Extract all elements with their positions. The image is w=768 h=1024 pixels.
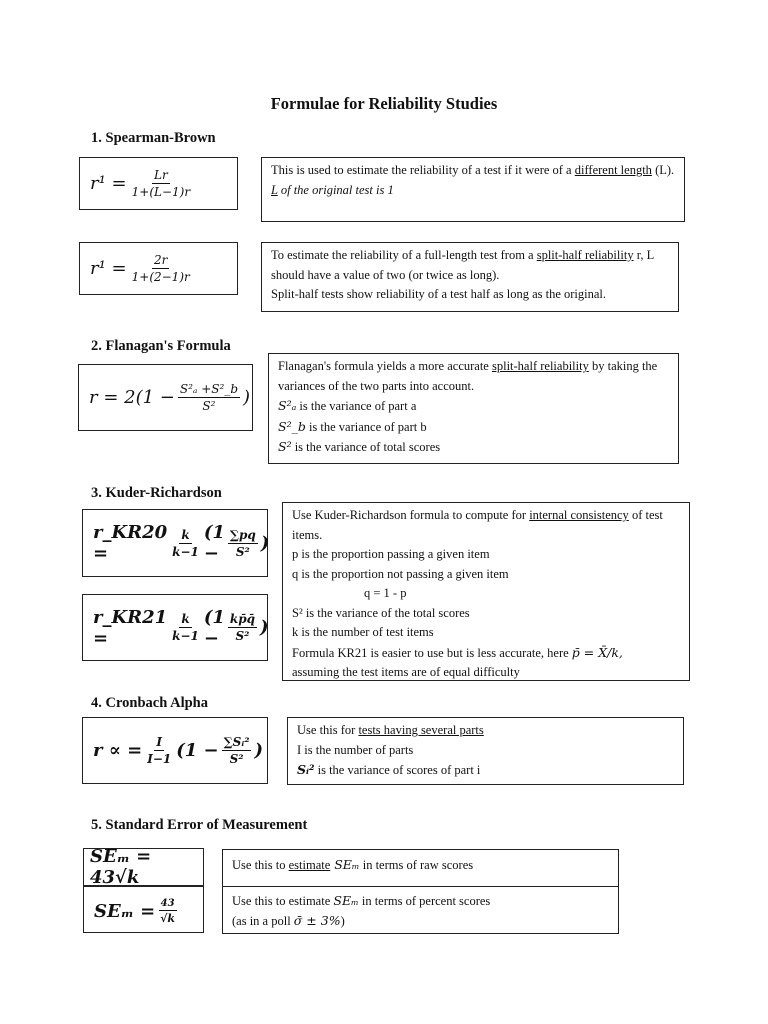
fraction-denominator: S² (235, 629, 250, 643)
fraction-denominator: k−1 (172, 544, 199, 559)
desc-text: I is the number of parts (297, 742, 414, 757)
desc-text: of test items. (292, 508, 663, 542)
desc-text: (L). (651, 163, 675, 177)
desc-text: Formula KR21 is easier to use but is less accurate, here (292, 645, 572, 660)
formula-lhs: r ∝ = (93, 740, 143, 761)
formula-fraction (170, 612, 201, 643)
fraction-numerator: 2r (154, 253, 168, 267)
desc-symbol: σ̄ ± 3% (293, 913, 341, 928)
formula-lhs: SEₘ = (94, 900, 156, 922)
desc-underlined: split-half reliability (536, 248, 634, 262)
desc-text: r, L should have a value of two (or twice as long). (271, 248, 654, 282)
formula-lhs: r¹ = (90, 173, 127, 194)
formula-fraction (158, 898, 177, 925)
section-heading-cronbach-alpha: 4. Cronbach Alpha (91, 695, 208, 711)
desc-text: Use this for (297, 723, 359, 737)
formula-middle: (1 − (203, 606, 225, 649)
formula-fraction (130, 253, 192, 284)
fraction-numerator: k (181, 612, 190, 626)
desc-underlined: estimate (288, 858, 331, 872)
desc-text: of the original test is 1 (277, 182, 394, 197)
sem-formula-group (83, 848, 204, 933)
formula-text: SEₘ = 43√k (90, 846, 152, 888)
fraction-numerator: ∑Sᵢ² (223, 735, 250, 749)
fraction-numerator: k (181, 527, 190, 542)
section-heading-flanagan: 2. Flanagan's Formula (91, 338, 231, 354)
sem-raw-formula (84, 846, 203, 888)
desc-underlined: split-half reliability (491, 359, 589, 373)
formula-lhs: r_KR21 = (93, 606, 168, 649)
section-heading-spearman-brown: 1. Spearman-Brown (91, 130, 216, 146)
fraction-denominator: √k (160, 911, 176, 925)
desc-text: S² is the variance of the total scores (292, 605, 470, 620)
desc-underlined: different length (574, 163, 652, 177)
formula-lhs: r_KR20 = (93, 522, 168, 564)
cronbach-alpha-formula (82, 717, 268, 784)
kr21-formula (82, 594, 268, 661)
fraction-numerator: 43 (160, 897, 175, 909)
desc-text: Flanagan's formula yields a more accurate (278, 359, 492, 373)
desc-text: Use Kuder-Richardson formula to compute for (292, 508, 530, 522)
flanagan-formula (78, 364, 253, 431)
split-half-description (261, 242, 679, 312)
fraction-denominator: S² (235, 544, 250, 559)
desc-text: Use this to estimate (232, 894, 334, 908)
sem-raw-description (223, 850, 618, 887)
desc-symbol: p̄ = X̄/k, (571, 644, 623, 660)
sem-percent-description (223, 888, 618, 933)
formula-fraction (130, 168, 192, 199)
desc-symbol: SEₘ (330, 857, 360, 872)
formula-close: ) (243, 387, 251, 408)
desc-text: q = 1 - p (364, 586, 407, 600)
formula-fraction (228, 612, 257, 643)
flanagan-description (268, 353, 679, 464)
desc-text: Use this to (232, 858, 289, 872)
desc-text: This is used to estimate the reliability of a test if it were of a (271, 163, 575, 177)
desc-text: by taking the variances of the two parts into account. (278, 359, 658, 393)
fraction-numerator: kp̄q̄ (229, 612, 256, 626)
formula-fraction (222, 735, 252, 766)
desc-text: (as in a poll (232, 914, 294, 928)
formula-fraction (170, 528, 201, 559)
desc-text: k is the number of test items (292, 625, 434, 639)
desc-text: in terms of percent scores (358, 894, 491, 908)
fraction-numerator: S²ₐ +S²_b (179, 382, 238, 396)
desc-text: is the variance of part a (296, 399, 417, 413)
desc-symbol: S² (278, 439, 292, 454)
desc-underlined: tests having several parts (358, 723, 484, 737)
formula-close: ) (260, 532, 270, 554)
desc-text: q is the proportion not passing a given item (292, 566, 509, 581)
formula-middle: (1 − (203, 522, 225, 564)
desc-underlined: L (271, 182, 278, 197)
sem-description-group (222, 849, 619, 934)
fraction-denominator: 1+(L−1)r (131, 185, 191, 199)
formula-close: ) (260, 617, 269, 638)
fraction-denominator: I−1 (147, 752, 172, 766)
desc-text: is the variance of total scores (291, 440, 441, 454)
desc-text: Split-half tests show reliability of a test half as long as the original. (271, 287, 607, 301)
desc-text: assuming the test items are of equal difficulty (292, 665, 520, 679)
fraction-denominator: k−1 (172, 629, 199, 643)
fraction-numerator: I (156, 735, 163, 749)
desc-text: is the variance of part b (305, 419, 427, 434)
fraction-numerator: Lr (153, 168, 168, 182)
fraction-denominator: 1+(2−1)r (131, 270, 190, 284)
formula-fraction (145, 735, 173, 766)
formula-lhs: r¹ = (90, 258, 127, 279)
formula-middle: (1 − (176, 740, 219, 761)
formula-fraction (178, 382, 240, 413)
page-title: Formulae for Reliability Studies (270, 94, 498, 113)
fraction-denominator: S² (202, 399, 216, 413)
spearman-brown-formula (79, 157, 238, 210)
fraction-denominator: S² (229, 752, 244, 766)
formula-fraction (228, 528, 258, 559)
section-heading-kuder-richardson: 3. Kuder-Richardson (91, 485, 222, 501)
desc-text: is the variance of scores of part i (314, 763, 481, 777)
desc-symbol: Sᵢ² (297, 762, 315, 777)
spearman-brown-split-half-formula (79, 242, 238, 295)
desc-text: in terms of raw scores (359, 858, 474, 872)
desc-symbol: S²_b (278, 418, 306, 434)
desc-text: To estimate the reliability of a full-length test from a (271, 248, 537, 262)
cronbach-alpha-description (287, 717, 684, 785)
formula-lhs: r = 2(1 − (89, 387, 175, 408)
desc-underlined: internal consistency (529, 508, 629, 522)
section-heading-standard-error: 5. Standard Error of Measurement (91, 817, 308, 833)
kr20-formula (82, 509, 268, 577)
desc-symbol: SEₘ (333, 893, 359, 908)
formula-close: ) (254, 740, 263, 761)
desc-text: p is the proportion passing a given item (292, 547, 490, 561)
spearman-brown-description (261, 157, 685, 222)
desc-symbol: S²ₐ (278, 398, 297, 413)
kuder-richardson-description (282, 502, 690, 681)
fraction-numerator: ∑pq (229, 527, 256, 542)
desc-text: ) (340, 914, 345, 928)
sem-percent-formula (84, 890, 203, 932)
